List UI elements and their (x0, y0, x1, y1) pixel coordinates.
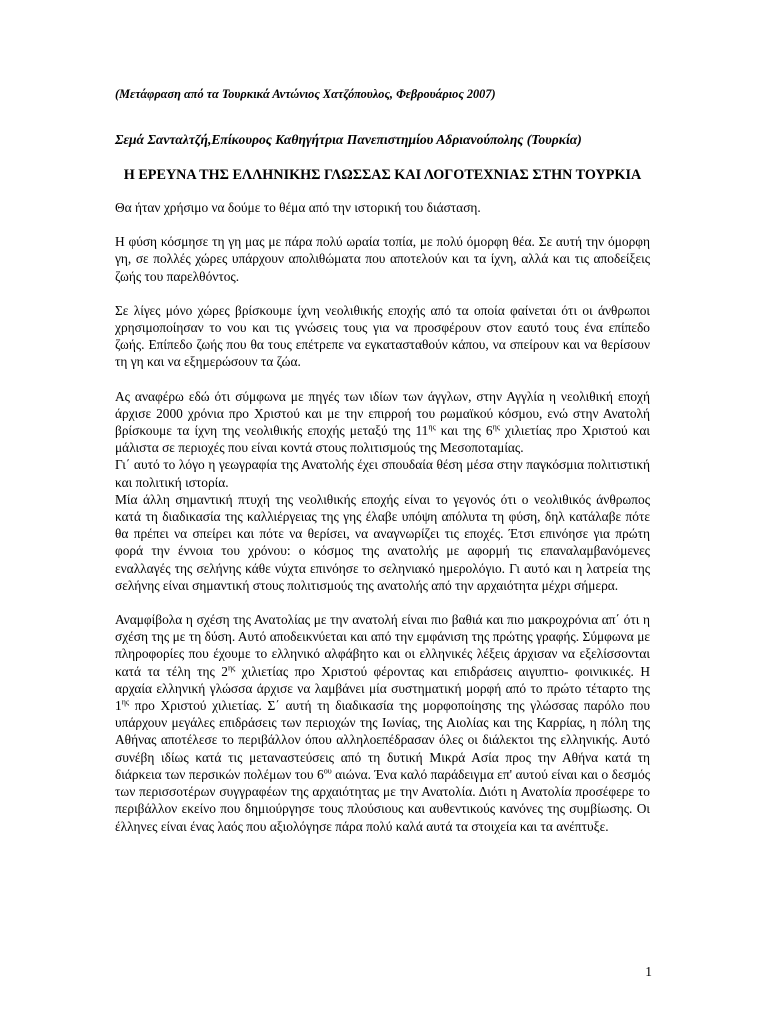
paragraph-text: Αναμφίβολα η σχέση της Ανατολίας με την ανατολή είναι πιο βαθιά και πιο μακροχρόνια απ΄ ότι η σχέση της με τη δύση. Αυτό αποδεικνύεται και από την εμφάνιση της πρώτης γραφής. Σύμφωνα με πληροφορίες που έχουμε το ελληνικό αλφάβητο και οι ελληνικές λέξεις άρχισαν να εξελίσσονται κατά τα τέλη της 2 (115, 612, 650, 679)
paragraph-text: Ας αναφέρω εδώ ότι σύμφωνα με πηγές των ιδίων των άγγλων, στην Αγγλία η νεολιθική εποχή άρχισε 2000 χρόνια προ Χριστού και με την επιρροή του ρωμαϊκού κόσμου, ενώ στην Ανατολή βρίσκουμε τα ίχνη της νεολιθικής εποχής μεταξύ της 11 (115, 388, 650, 439)
superscript: ης (121, 697, 130, 707)
document-title: Η ΕΡΕΥΝΑ ΤΗΣ ΕΛΛΗΝΙΚΗΣ ΓΛΩΣΣΑΣ ΚΑΙ ΛΟΓΟΤΕΧΝΙΑΣ ΣΤΗΝ ΤΟΥΡΚΙΑ (123, 167, 642, 183)
paragraph-calendar: Μία άλλη σημαντική πτυχή της νεολιθικής εποχής είναι το γεγονός ότι ο νεολιθικός άνθρωπος κατά τη διαδικασία της καλλιέργειας της γης έλαβε υπόψη απόλυτα τη φύση, δηλ κατάλαβε πότε θα πρέπει να σπείρει και πότε να θερίσει, να αναγνωρίζει τις εποχές. Έτσι επινόησε για πρώτη φορά την έννοια του χρόνου: ο κόσμος της ανατολής με αφορμή τις επαναλαμβανόμενες εναλλαγές της σελήνης κάθε νύχτα επινόησε το σεληνιακό ημερολόγιο. Γι αυτό και η λατρεία της σελήνης είναι σημαντική στους πολιτισμούς της ανατολής από την αρχαιότητα μέχρι σήμερα. (115, 491, 650, 593)
paragraph-text: προ Χριστού χιλιετίας. Σ΄ αυτή τη διαδικασία της μορφοποίησης της γλώσσας παρόλο που υπάρχουν μεγάλες επιδράσεις των περιοχών της Ιωνίας, της Αιολίας και της Καρρίας, η πόλη της Αθήνας αποτέλεσε το περιβάλλον όπου αλληλοεπέδρασαν όλες οι διάλεκτοι της ελληνικής. Αυτό συνέβη ιδίως κατά τις μεταναστεύσεις από τη δυτική Μικρά Ασία προς την Αθήνα κατά τη διάρκεια των περσικών πολέμων του 6 (115, 698, 650, 782)
superscript: ης (492, 422, 500, 432)
translator-note: (Μετάφραση από τα Τουρκικά Αντώνιος Χατζόπουλος, Φεβρουάριος 2007) (115, 87, 496, 101)
paragraph-text: χιλιετίας προ Χριστού φέροντας και επιδράσεις αιγυπτιο- φοινικικές. Η αρχαία ελληνική γλώσσα άρχισε να λαμβάνει μία συστηματική μορφή από το πρώτο τέταρτο της 1 (115, 663, 651, 714)
superscript: ης (428, 422, 436, 432)
paragraph-england-neolithic (115, 388, 650, 457)
superscript: ης (227, 663, 236, 673)
paragraph-intro: Θα ήταν χρήσιμο να δούμε το θέμα από την ιστορική του διάσταση. (115, 200, 481, 215)
paragraph-neolithic-traces: Σε λίγες μόνο χώρες βρίσκουμε ίχνη νεολιθικής εποχής από τα οποία φαίνεται ότι οι άνθρωποι χρησιμοποίησαν το νου και τις γνώσεις τους για να προσφέρουν στον εαυτό τους ένα επίπεδο ζωής. Επίπεδο ζωής που θα τους επέτρεπε να εγκατασταθούν κάπου, να σπείρουν και να θερίσουν τη γη και να εξημερώσουν τα ζώα. (115, 302, 650, 370)
paragraph-nature: Η φύση κόσμησε τη γη μας με πάρα πολύ ωραία τοπία, με πολύ όμορφη θέα. Σε αυτή την όμορφη γη, σε πολλές χώρες υπάρχουν απολιθώματα που αποτελούν και τα ίχνη, αλλά και τις αποδείξεις ζωής του παρελθόντος. (115, 234, 650, 284)
page-number: 1 (645, 964, 652, 979)
paragraph-geography: Γι΄ αυτό το λόγο η γεωγραφία της Ανατολής έχει σπουδαία θέση μέσα στην παγκόσμια πολιτιστική και πολιτική ιστορία. (115, 457, 650, 490)
paragraph-text: και της 6 (435, 423, 493, 439)
paragraph-text: χιλιετίας προ Χριστού και μάλιστα σε περιοχές που είναι κοντά στους πολιτισμούς της Μεσοποταμίας. (115, 423, 650, 456)
author-line: Σεμά Σανταλτζή,Επίκουρος Καθηγήτρια Πανεπιστημίου Αδριανούπολης (Τουρκία) (115, 132, 582, 147)
paragraph-greek-language (115, 611, 650, 835)
paragraph-text: αιώνα. Ένα καλό παράδειγμα επ' αυτού είναι και ο δεσμός των περισσοτέρων συγγραφέων της αρχαιότητας με την Ανατολία. Διότι η Ανατολία προσέφερε το περιβάλλον εκείνο που δημιούργησε τους πλούσιους και αυθεντικούς κανόνες της συμβίωσης. Οι έλληνες είναι ένας λαός που αξιολόγησε πάρα πολύ καλά αυτά τα στοιχεία και τα ανέπτυξε. (115, 766, 650, 834)
superscript: ου (323, 766, 332, 776)
